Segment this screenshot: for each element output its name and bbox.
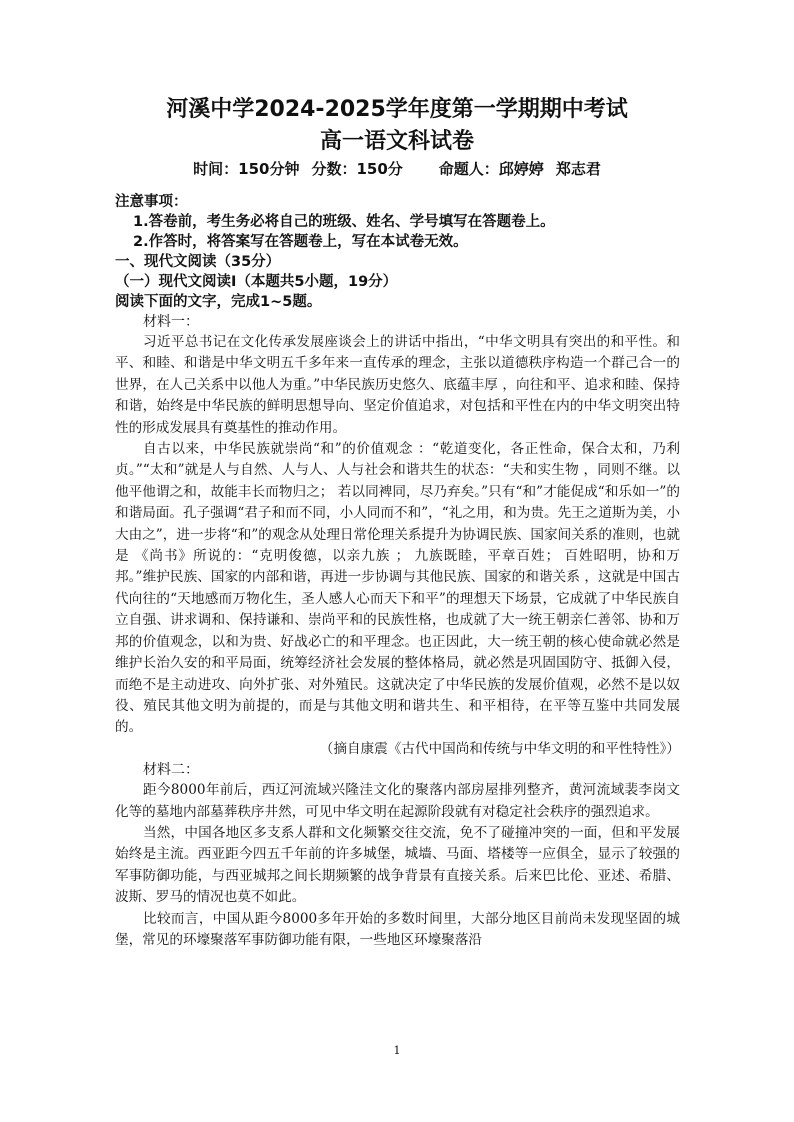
material-1-source: （摘自康震《古代中国尚和传统与中华文明的和平性特性》） xyxy=(319,740,680,757)
material-2-label: 材料二： xyxy=(143,762,199,779)
notes-heading: 注意事项： xyxy=(115,194,188,210)
exam-subtitle: 高一语文科试卷 xyxy=(319,129,474,154)
material-1-label: 材料一： xyxy=(143,314,199,330)
exam-content xyxy=(115,188,680,951)
exam-author-2: 郑志君 xyxy=(555,160,601,178)
note-item-2: 2.作答时，将答案写在答题卷上，写在本试卷无效。 xyxy=(133,234,468,250)
subsection-title: （一）现代文阅读Ⅰ（本题共5小题，19分） xyxy=(115,274,398,290)
note-item-1: 1.答卷前，考生务必将自己的班级、姓名、学号填写在答题卷上。 xyxy=(133,214,555,230)
exam-title: 河溪中学2024-2025学年度第一学期期中考试 xyxy=(166,97,628,122)
exam-meta xyxy=(0,158,794,179)
material-2-paragraph: 比较而言，中国从距今8000多年开始的多数时间里，大部分地区目前尚未发现坚固的城堡，常见的环壕聚落军事防御功能有限，一些地区环壕聚落沿 xyxy=(115,910,680,948)
reading-instruction: 阅读下面的文字，完成1~5题。 xyxy=(115,294,322,310)
exam-time: 时间：150分钟 xyxy=(193,160,300,178)
page-number: 1 xyxy=(393,1044,401,1057)
material-2-paragraph: 当然，中国各地区多支系人群和文化频繁交往交流，免不了碰撞冲突的一面，但和平发展始终是主流。西亚距今四五千年前的许多城堡，城墙、马面、塔楼等一应俱全，显示了较强的军事防御功能，与西亚城邦之间长期频繁的战争背景有直接关系。后来巴比伦、亚述、希腊、波斯、罗马的情况也莫不如此。 xyxy=(115,824,680,906)
material-1-paragraph: 自古以来，中华民族就崇尚“和”的价值观念 ：“乾道变化，各正性命，保合太和，乃利贞。”“太和”就是人与自然、人与人、人与社会和谐共生的状态：“夫和实生物 ，同则不继。以他平他谓之和，故能丰长而物归之； 若以同裨同，尽乃弃矣。”只有“和”才能促成“和乐如一”的和谐局面。孔子强调“君子和而不同，小人同而不和”，“礼之用，和为贵。先王之道斯为美，小大由之”，进一步将“和”的观念从处理日常伦理关系提升为协调民族、国家间关系的准则，也就是 《尚书》所说的：“克明俊德，以亲九族 ； 九族既睦，平章百姓； 百姓昭明，协和万邦。”维护民族、国家的内部和谐，再进一步协调与其他民族、国家的和谐关系 ，这就是中国古代向往的“天地感而万物化生，圣人感人心而天下和平”的理想天下场景，它成就了中华民族自立自强、讲求调和、保持谦和、崇尚平和的民族性格，也成就了大一统王朝亲仁善邻、协和万邦的价值观念，以和为贵、好战必亡的和平理念。也正因此，大一统王朝的核心使命就必然是维护长治久安的和平局面，统筹经济社会发展的整体格局，就必然是巩固国防守、抵御入侵，而绝不是主动进攻、向外扩张、对外殖民。这就决定了中华民族的发展价值观，必然不是以奴役、殖民其他文明为前提的，而是与其他文明和谐共生、和平相待，在平等互鉴中共同发展的。 xyxy=(115,441,680,736)
exam-score: 分数：150分 xyxy=(311,160,403,178)
exam-author: 命题人：邱婷婷 xyxy=(438,160,544,178)
material-1-paragraph: 习近平总书记在文化传承发展座谈会上的讲话中指出，“中华文明具有突出的和平性。和平、和睦、和谐是中华文明五千多年来一直传承的理念，主张以道德秩序构造一个群己合一的世界，在人己关系中以他人为重。”中华民族历史悠久、底蕴丰厚 ，向往和平、追求和睦、保持和谐，始终是中华民族的鲜明思想导向、坚定价值追求，对包括和平性在内的中华文明突出特性的形成发展具有奠基性的推动作用。 xyxy=(115,334,680,436)
material-2-paragraph: 距今8000年前后，西辽河流域兴隆洼文化的聚落内部房屋排列整齐，黄河流域裴李岗文化等的墓地内部墓葬秩序井然，可见中华文明在起源阶段就有对稳定社会秩序的强烈追求。 xyxy=(115,782,680,820)
section-title: 一、现代文阅读（35分） xyxy=(115,254,281,270)
